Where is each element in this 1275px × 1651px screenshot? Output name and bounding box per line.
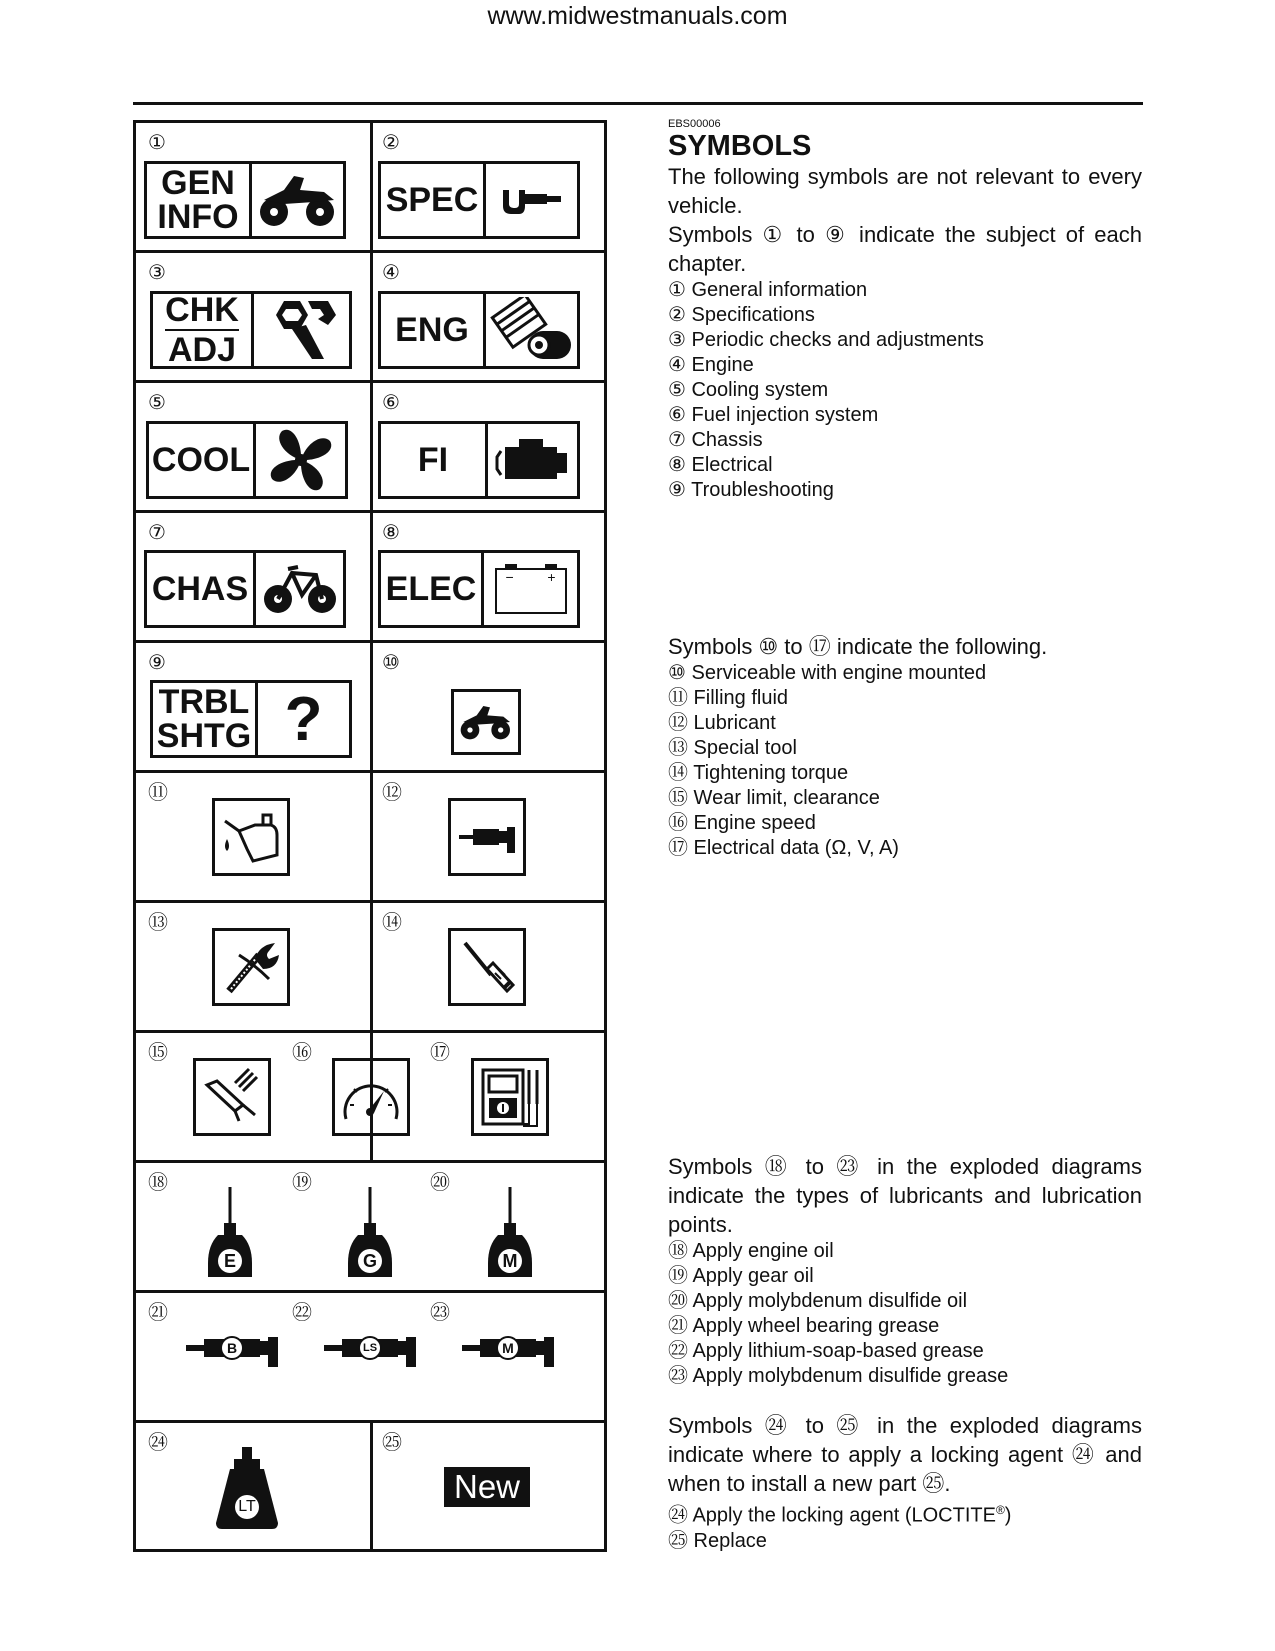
- atv-mounted-icon: [451, 689, 521, 755]
- section-title: SYMBOLS: [668, 130, 812, 162]
- registered-mark: ®: [995, 1503, 1005, 1517]
- list-item: [668, 1498, 1142, 1529]
- symbol-number: ⑩: [382, 652, 400, 674]
- battery-plus-sign: +: [547, 569, 556, 585]
- locking-agent-letter: LT: [238, 1498, 256, 1515]
- grease-gun-icon: [448, 798, 526, 876]
- oil-letter: M: [502, 1251, 518, 1271]
- grease-letter: B: [226, 1340, 238, 1356]
- symbol-label: SHTG: [156, 717, 252, 755]
- symbol-label: TRBL: [158, 683, 250, 721]
- grid-divider: [136, 1290, 604, 1293]
- symbol-chas: [144, 550, 346, 628]
- lubricant-symbols-intro: Symbols ⑱ to ㉓ in the exploded diagrams indicate the types of lubricants and lubrication points.: [668, 1154, 1142, 1237]
- symbol-number: ㉕: [382, 1432, 402, 1454]
- symbol-label: FI: [417, 441, 449, 479]
- wrench-icon: [254, 294, 349, 366]
- symbol-number: ⑥: [382, 392, 400, 414]
- symbol-chk-adj: [150, 291, 352, 369]
- symbol-number: ②: [382, 132, 400, 154]
- list-item: ⑰ Electrical data (Ω, V, A): [668, 837, 899, 859]
- grease-letter: LS: [362, 1342, 378, 1354]
- symbol-number: ㉔: [148, 1432, 168, 1454]
- symbol-number: ⑮: [148, 1042, 168, 1064]
- list-item: ① General information: [668, 279, 868, 301]
- intro-paragraph: The following symbols are not relevant to every vehicle.: [668, 164, 1142, 218]
- service-symbols-intro: Symbols ⑩ to ⑰ indicate the following.: [668, 634, 1048, 659]
- list-item: ⑭ Tightening torque: [668, 762, 849, 784]
- torque-wrench-icon: [448, 928, 526, 1006]
- question-mark-icon: [258, 683, 349, 755]
- oil-bottle-icon: [208, 1183, 252, 1283]
- chassis-frame-icon: [253, 553, 343, 625]
- locking-symbols-section: [668, 1411, 1142, 1554]
- symbol-number: ⑧: [382, 522, 400, 544]
- list-item: ⑬ Special tool: [668, 737, 797, 759]
- list-item: ⑱ Apply engine oil: [668, 1240, 834, 1262]
- list-item-text-end: ): [1004, 1504, 1012, 1527]
- section-code: EBS00006: [668, 118, 721, 130]
- symbol-label: ADJ: [167, 331, 237, 369]
- tachometer-icon: [332, 1058, 410, 1136]
- symbol-label: SPEC: [385, 181, 479, 219]
- symbol-number: ㉑: [148, 1302, 168, 1324]
- grease-gun-icon: [184, 1333, 280, 1367]
- list-item: ⑳ Apply molybdenum disulfide oil: [668, 1290, 968, 1312]
- list-item: ⑯ Engine speed: [668, 812, 816, 834]
- symbol-number: ④: [382, 262, 400, 284]
- symbol-number: ⑫: [382, 782, 402, 804]
- symbol-label: INFO: [157, 198, 239, 236]
- symbol-number: ⑯: [292, 1042, 312, 1064]
- list-item: ⑩ Serviceable with engine mounted: [668, 662, 987, 684]
- list-item: ㉓ Apply molybdenum disulfide grease: [668, 1365, 1009, 1387]
- list-item: ⑥ Fuel injection system: [668, 404, 879, 426]
- battery-icon: [484, 553, 577, 625]
- special-tool-icon: [212, 928, 290, 1006]
- symbol-number: ⑳: [430, 1172, 450, 1194]
- list-item: ㉕ Replace: [668, 1529, 767, 1552]
- symbol-number: ⑲: [292, 1172, 312, 1194]
- symbol-label: CHAS: [151, 570, 249, 608]
- symbol-gen-info: [144, 161, 346, 239]
- locking-agent-bottle-icon: [214, 1445, 280, 1531]
- locking-symbols-intro: Symbols ㉔ to ㉕ in the exploded diagrams indicate where to apply a locking agent ㉔ and when to install a new part ㉕.: [668, 1413, 1142, 1496]
- symbol-number: ⑱: [148, 1172, 168, 1194]
- list-item: ⑪ Filling fluid: [668, 687, 789, 709]
- grease-gun-icon: [322, 1333, 418, 1367]
- battery-minus-sign: −: [505, 569, 514, 585]
- symbol-number: ⑬: [148, 912, 168, 934]
- list-item-text: ㉔ Apply the locking agent (LOCTITE: [668, 1504, 996, 1527]
- caliper-icon: [486, 164, 577, 236]
- oil-letter: E: [223, 1251, 236, 1271]
- list-item: ⑨ Troubleshooting: [668, 479, 834, 501]
- symbol-label: CHK: [165, 291, 239, 329]
- vernier-caliper-icon: [193, 1058, 271, 1136]
- list-item: ⑲ Apply gear oil: [668, 1265, 814, 1287]
- multimeter-icon: [471, 1058, 549, 1136]
- symbol-number: ⑨: [148, 652, 166, 674]
- atv-icon: [252, 164, 343, 236]
- symbol-label: GEN: [161, 164, 235, 202]
- list-item: ㉑ Apply wheel bearing grease: [668, 1315, 940, 1337]
- symbol-number: ⑦: [148, 522, 166, 544]
- grease-gun-icon: [460, 1333, 556, 1367]
- symbol-number: ⑤: [148, 392, 166, 414]
- grease-letter: M: [502, 1340, 514, 1356]
- list-item: ③ Periodic checks and adjustments: [668, 329, 984, 351]
- symbol-label: ENG: [395, 311, 469, 349]
- list-item: ⑫ Lubricant: [668, 712, 776, 734]
- symbol-cool: [146, 421, 348, 499]
- header-url: www.midwestmanuals.com: [487, 2, 788, 30]
- grid-divider: [136, 1160, 604, 1163]
- symbol-label: ELEC: [385, 570, 477, 608]
- symbol-number: ㉒: [292, 1302, 312, 1324]
- lubricant-symbols-section: [668, 1152, 1142, 1389]
- top-rule: [133, 102, 1143, 105]
- oil-bottle-icon: [348, 1183, 392, 1283]
- symbol-number: ①: [148, 132, 166, 154]
- symbol-trbl-shtg: [150, 680, 352, 758]
- service-symbols-section: [668, 632, 1142, 861]
- oil-bottle-icon: [488, 1183, 532, 1283]
- symbol-number: ⑪: [148, 782, 168, 804]
- symbols-section: [668, 118, 1142, 503]
- symbol-label: COOL: [151, 441, 251, 479]
- list-item: ④ Engine: [668, 354, 754, 376]
- symbol-elec: [378, 550, 580, 628]
- symbol-spec: [378, 161, 580, 239]
- list-item: ⑤ Cooling system: [668, 379, 829, 401]
- list-item: ⑦ Chassis: [668, 429, 763, 451]
- grid-divider: [370, 123, 373, 1160]
- chapter-symbols-intro: Symbols ① to ⑨ indicate the subject of each chapter.: [668, 222, 1142, 276]
- engine-piston-icon: [486, 294, 577, 366]
- list-item: ② Specifications: [668, 304, 815, 326]
- symbol-number: ⑰: [430, 1042, 450, 1064]
- oil-can-icon: [212, 798, 290, 876]
- symbols-grid: [133, 120, 607, 1552]
- symbol-eng: [378, 291, 580, 369]
- fan-icon: [256, 424, 345, 496]
- list-item: ㉒ Apply lithium-soap-based grease: [668, 1340, 984, 1362]
- list-item: ⑮ Wear limit, clearance: [668, 787, 880, 809]
- symbol-fi: [378, 421, 580, 499]
- symbol-number: ③: [148, 262, 166, 284]
- grid-divider: [370, 1420, 373, 1552]
- new-badge: New: [444, 1467, 530, 1507]
- symbol-number: ⑭: [382, 912, 402, 934]
- question-mark: ?: [284, 684, 323, 754]
- symbol-number: ㉓: [430, 1302, 450, 1324]
- fuel-injection-engine-icon: [488, 424, 577, 496]
- oil-letter: G: [362, 1251, 377, 1271]
- list-item: ⑧ Electrical: [668, 454, 773, 476]
